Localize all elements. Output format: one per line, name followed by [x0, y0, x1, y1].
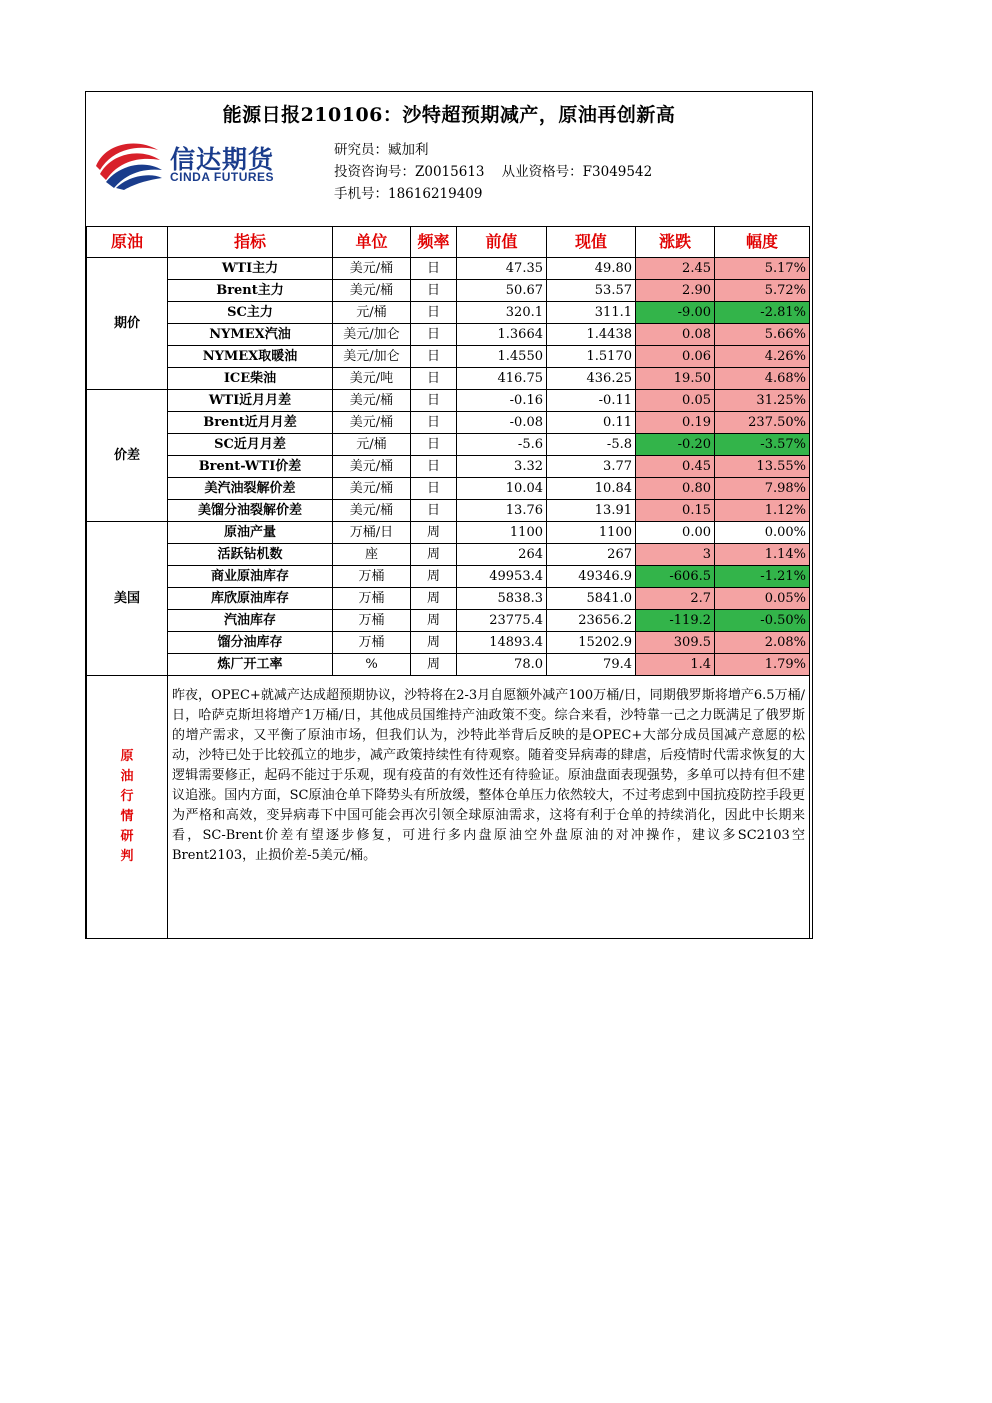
previous-value: 5838.3 [457, 588, 547, 610]
change-value: 0.19 [636, 412, 715, 434]
change-percent: 4.68% [715, 368, 810, 390]
cinda-logo-icon [92, 136, 164, 192]
frequency-cell: 周 [411, 654, 457, 676]
unit-cell: 万桶/日 [333, 522, 411, 544]
table-header-row [87, 227, 810, 258]
frequency-cell: 日 [411, 368, 457, 390]
previous-value: 13.76 [457, 500, 547, 522]
table-row [87, 566, 810, 588]
table-row [87, 280, 810, 302]
unit-cell: 美元/加仑 [333, 346, 411, 368]
indicator-name: 美馏分油裂解价差 [168, 500, 333, 522]
current-value: 5841.0 [547, 588, 636, 610]
report-sheet [85, 91, 813, 939]
current-value: 1.5170 [547, 346, 636, 368]
change-value: 0.80 [636, 478, 715, 500]
previous-value: 50.67 [457, 280, 547, 302]
category-cell: 期价 [87, 258, 168, 390]
frequency-cell: 日 [411, 302, 457, 324]
change-percent: -1.21% [715, 566, 810, 588]
previous-value: 264 [457, 544, 547, 566]
current-value: 1100 [547, 522, 636, 544]
current-value: 267 [547, 544, 636, 566]
analysis-row [87, 676, 810, 939]
indicator-name: 汽油库存 [168, 610, 333, 632]
table-row [87, 302, 810, 324]
change-value: -0.20 [636, 434, 715, 456]
frequency-cell: 周 [411, 588, 457, 610]
frequency-cell: 周 [411, 610, 457, 632]
frequency-cell: 日 [411, 346, 457, 368]
analysis-label-char: 判 [120, 849, 134, 864]
frequency-cell: 日 [411, 390, 457, 412]
current-value: 53.57 [547, 280, 636, 302]
change-percent: 13.55% [715, 456, 810, 478]
table-row [87, 544, 810, 566]
analysis-label [87, 676, 168, 939]
previous-value: 416.75 [457, 368, 547, 390]
unit-cell: 美元/桶 [333, 456, 411, 478]
change-value: 0.06 [636, 346, 715, 368]
frequency-cell: 日 [411, 478, 457, 500]
current-value: 1.4438 [547, 324, 636, 346]
change-percent: 5.66% [715, 324, 810, 346]
change-value: 0.05 [636, 390, 715, 412]
table-row [87, 390, 810, 412]
change-value: 309.5 [636, 632, 715, 654]
report-title: 能源日报210106：沙特超预期减产，原油再创新高 [222, 104, 676, 126]
frequency-cell: 日 [411, 434, 457, 456]
column-header: 前值 [457, 227, 547, 258]
previous-value: 14893.4 [457, 632, 547, 654]
analysis-label-char: 情 [120, 809, 134, 824]
indicator-name: SC主力 [168, 302, 333, 324]
previous-value: 47.35 [457, 258, 547, 280]
column-header: 指标 [168, 227, 333, 258]
current-value: 79.4 [547, 654, 636, 676]
logo-text-en: CINDA FUTURES [170, 170, 275, 184]
table-row [87, 478, 810, 500]
column-header: 频率 [411, 227, 457, 258]
unit-cell: 美元/桶 [333, 280, 411, 302]
change-percent: 5.72% [715, 280, 810, 302]
previous-value: -0.16 [457, 390, 547, 412]
table-row [87, 368, 810, 390]
change-value: 2.7 [636, 588, 715, 610]
frequency-cell: 周 [411, 544, 457, 566]
unit-cell: 万桶 [333, 566, 411, 588]
current-value: -5.8 [547, 434, 636, 456]
current-value: 436.25 [547, 368, 636, 390]
unit-cell: 美元/桶 [333, 500, 411, 522]
unit-cell: 美元/桶 [333, 390, 411, 412]
table-row [87, 500, 810, 522]
current-value: -0.11 [547, 390, 636, 412]
change-value: 19.50 [636, 368, 715, 390]
indicator-name: 活跃钻机数 [168, 544, 333, 566]
previous-value: 3.32 [457, 456, 547, 478]
indicator-name: SC近月月差 [168, 434, 333, 456]
table-row [87, 324, 810, 346]
change-percent: 1.12% [715, 500, 810, 522]
unit-cell: 万桶 [333, 632, 411, 654]
researcher-name: 研究员：臧加利 [334, 142, 429, 158]
indicator-name: 原油产量 [168, 522, 333, 544]
unit-cell: 美元/桶 [333, 258, 411, 280]
current-value: 0.11 [547, 412, 636, 434]
previous-value: -0.08 [457, 412, 547, 434]
frequency-cell: 日 [411, 258, 457, 280]
frequency-cell: 周 [411, 566, 457, 588]
report-header [86, 92, 812, 226]
column-header: 原油 [87, 227, 168, 258]
table-row [87, 412, 810, 434]
column-header: 现值 [547, 227, 636, 258]
unit-cell: % [333, 654, 411, 676]
previous-value: 10.04 [457, 478, 547, 500]
change-percent: 2.08% [715, 632, 810, 654]
table-row [87, 610, 810, 632]
unit-cell: 万桶 [333, 588, 411, 610]
unit-cell: 元/桶 [333, 434, 411, 456]
table-row [87, 522, 810, 544]
current-value: 10.84 [547, 478, 636, 500]
frequency-cell: 日 [411, 456, 457, 478]
change-value: -9.00 [636, 302, 715, 324]
change-percent: -0.50% [715, 610, 810, 632]
change-percent: -2.81% [715, 302, 810, 324]
previous-value: 49953.4 [457, 566, 547, 588]
analysis-label-char: 原 [120, 749, 134, 764]
unit-cell: 美元/桶 [333, 412, 411, 434]
current-value: 3.77 [547, 456, 636, 478]
change-value: 0.08 [636, 324, 715, 346]
change-value: 0.00 [636, 522, 715, 544]
category-cell: 美国 [87, 522, 168, 676]
indicator-name: Brent主力 [168, 280, 333, 302]
cinda-logo [92, 136, 292, 192]
indicator-name: Brent近月月差 [168, 412, 333, 434]
indicator-name: 炼厂开工率 [168, 654, 333, 676]
change-percent: 0.05% [715, 588, 810, 610]
table-row [87, 258, 810, 280]
indicator-name: 商业原油库存 [168, 566, 333, 588]
indicator-name: WTI主力 [168, 258, 333, 280]
table-row [87, 434, 810, 456]
table-row [87, 588, 810, 610]
change-value: 2.90 [636, 280, 715, 302]
previous-value: 1.3664 [457, 324, 547, 346]
current-value: 23656.2 [547, 610, 636, 632]
table-row [87, 632, 810, 654]
license-numbers: 投资咨询号：Z0015613 从业资格号：F3049542 [334, 164, 653, 180]
unit-cell: 万桶 [333, 610, 411, 632]
previous-value: 320.1 [457, 302, 547, 324]
change-percent: 4.26% [715, 346, 810, 368]
frequency-cell: 日 [411, 324, 457, 346]
change-value: 2.45 [636, 258, 715, 280]
unit-cell: 座 [333, 544, 411, 566]
change-value: 0.15 [636, 500, 715, 522]
change-percent: 5.17% [715, 258, 810, 280]
indicator-name: 美汽油裂解价差 [168, 478, 333, 500]
analysis-text: 昨夜，OPEC+就减产达成超预期协议，沙特将在2-3月自愿额外减产100万桶/日，同期俄罗斯将增产6.5万桶/日，哈萨克斯坦将增产1万桶/日，其他成员国维持产油政策不变。综合来看，沙特靠一己之力既满足了俄罗斯的增产需求，又平衡了原油市场，但我们认为，沙特此举背后反映的是OPEC+大部分成员国减产意愿的松动，沙特已处于比较孤立的地步，减产政策持续性有待观察。随着变异病毒的肆虐，后疫情时代需求恢复的大逻辑需要修正，起码不能过于乐观，现有疫苗的有效性还有待验证。原油盘面表现强势，多单可以持有但不建议追涨。国内方面，SC原油仓单下降势头有所放缓，整体仓单压力依然较大，不过考虑到中国抗疫防控手段更为严格和高效，变异病毒下中国可能会再次引领全球原油需求，这将有利于仓单的持续消化，因此中长期来看，SC-Brent价差有望逐步修复，可进行多内盘原油空外盘原油的对冲操作，建议多SC2103空Brent2103，止损价差-5美元/桶。 [168, 676, 810, 939]
previous-value: 23775.4 [457, 610, 547, 632]
current-value: 13.91 [547, 500, 636, 522]
column-header: 涨跌 [636, 227, 715, 258]
unit-cell: 美元/桶 [333, 478, 411, 500]
previous-value: 1100 [457, 522, 547, 544]
current-value: 15202.9 [547, 632, 636, 654]
frequency-cell: 日 [411, 412, 457, 434]
unit-cell: 美元/吨 [333, 368, 411, 390]
previous-value: 78.0 [457, 654, 547, 676]
change-value: -606.5 [636, 566, 715, 588]
table-row [87, 654, 810, 676]
current-value: 49.80 [547, 258, 636, 280]
change-percent: 237.50% [715, 412, 810, 434]
change-percent: -3.57% [715, 434, 810, 456]
table-row [87, 456, 810, 478]
change-value: 1.4 [636, 654, 715, 676]
indicator-name: Brent-WTI价差 [168, 456, 333, 478]
previous-value: -5.6 [457, 434, 547, 456]
indicator-name: NYMEX汽油 [168, 324, 333, 346]
table-row [87, 346, 810, 368]
change-value: -119.2 [636, 610, 715, 632]
change-percent: 0.00% [715, 522, 810, 544]
change-percent: 1.79% [715, 654, 810, 676]
crude-oil-data-table [86, 226, 810, 939]
change-percent: 31.25% [715, 390, 810, 412]
unit-cell: 元/桶 [333, 302, 411, 324]
column-header: 幅度 [715, 227, 810, 258]
analysis-label-char: 油 [120, 769, 134, 784]
change-value: 0.45 [636, 456, 715, 478]
unit-cell: 美元/加仑 [333, 324, 411, 346]
indicator-name: NYMEX取暖油 [168, 346, 333, 368]
indicator-name: 库欣原油库存 [168, 588, 333, 610]
analysis-label-char: 研 [120, 829, 134, 844]
frequency-cell: 日 [411, 280, 457, 302]
frequency-cell: 周 [411, 632, 457, 654]
change-percent: 1.14% [715, 544, 810, 566]
analysis-label-char: 行 [120, 789, 134, 804]
change-value: 3 [636, 544, 715, 566]
category-cell: 价差 [87, 390, 168, 522]
column-header: 单位 [333, 227, 411, 258]
previous-value: 1.4550 [457, 346, 547, 368]
frequency-cell: 日 [411, 500, 457, 522]
current-value: 49346.9 [547, 566, 636, 588]
change-percent: 7.98% [715, 478, 810, 500]
indicator-name: 馏分油库存 [168, 632, 333, 654]
logo-text-cn: 信达期货 [170, 145, 275, 174]
indicator-name: WTI近月月差 [168, 390, 333, 412]
frequency-cell: 周 [411, 522, 457, 544]
indicator-name: ICE柴油 [168, 368, 333, 390]
current-value: 311.1 [547, 302, 636, 324]
phone-number: 手机号：18616219409 [334, 186, 483, 202]
